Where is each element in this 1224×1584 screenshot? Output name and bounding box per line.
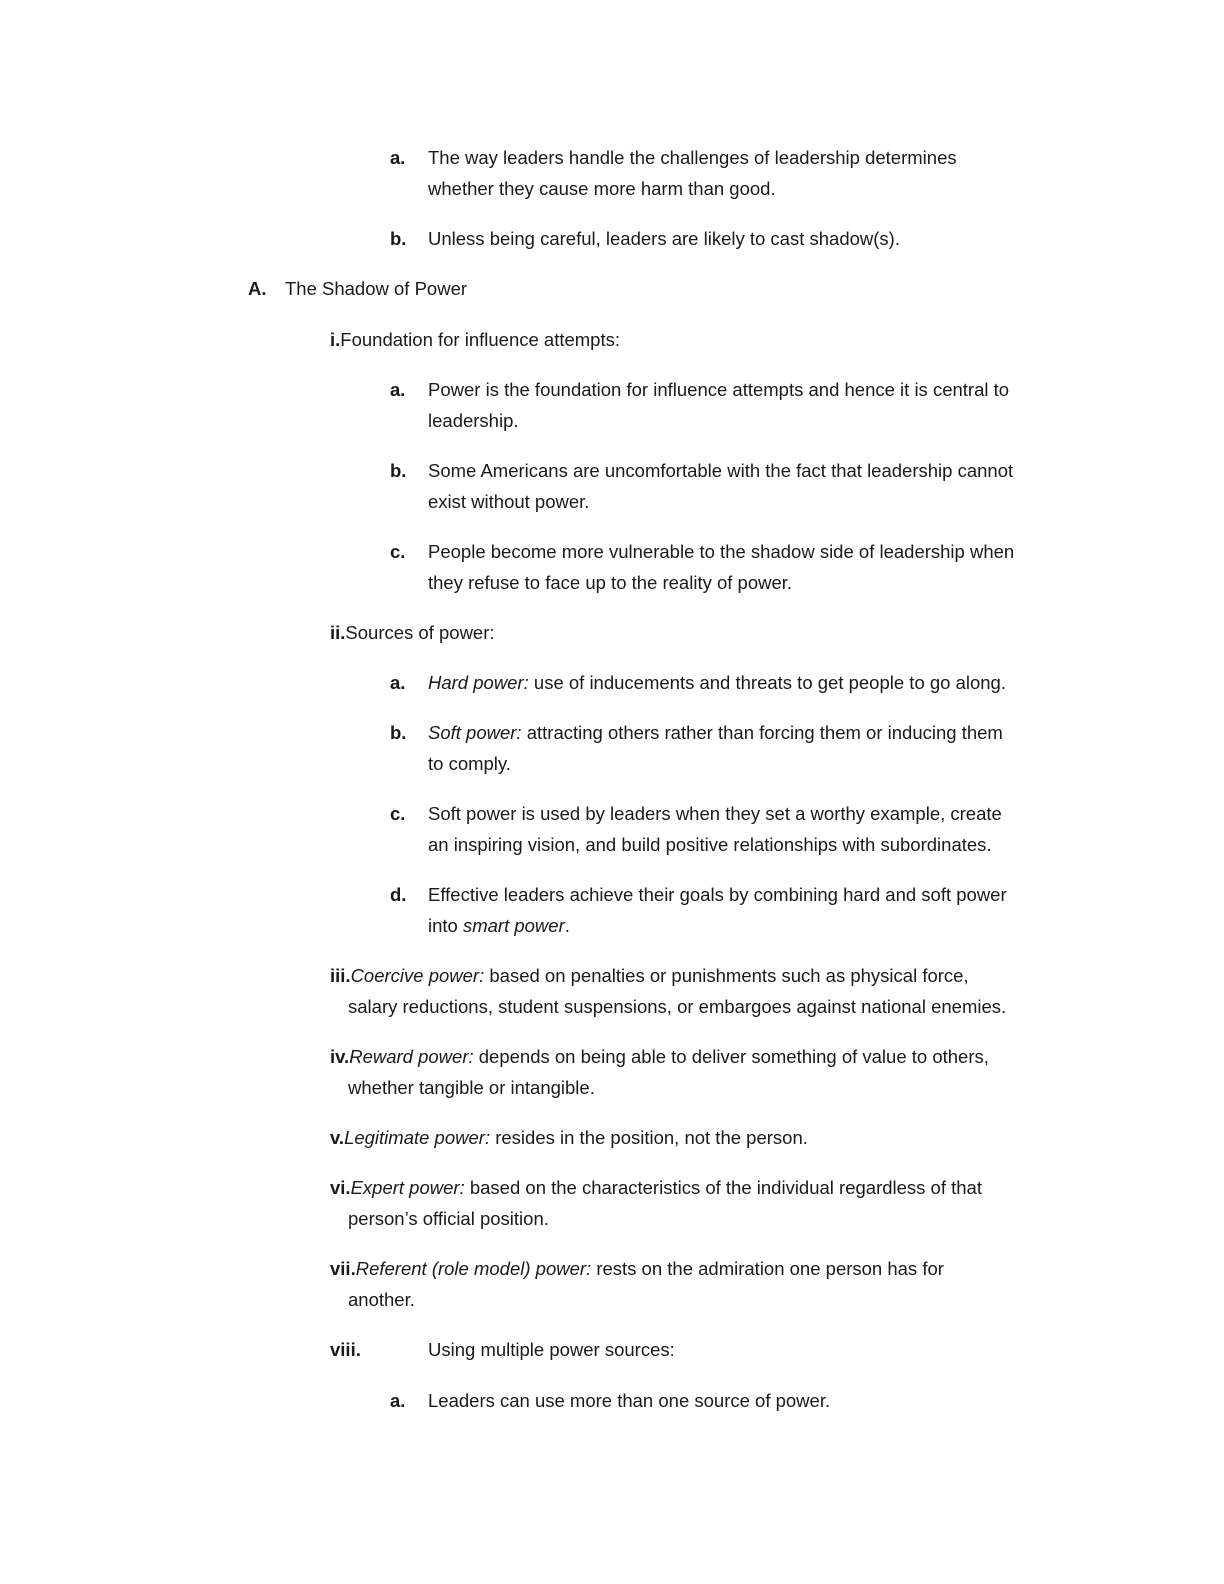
- item-text: salary reductions, student suspensions, or embargoes against national enemies.: [348, 996, 1007, 1017]
- item-label: b.: [390, 722, 407, 743]
- text-line: [330, 1122, 808, 1153]
- item-text: Unless being careful, leaders are likely to cast shadow(s).: [428, 228, 900, 249]
- text-line: [330, 1253, 944, 1284]
- item-text: Sources of power:: [345, 622, 495, 643]
- item-text: use of inducements and threats to get people to go along.: [528, 672, 1006, 693]
- item-label: iii.: [330, 965, 351, 986]
- item-text: attracting others rather than forcing them or inducing them: [521, 722, 1003, 743]
- text-line: [428, 486, 589, 517]
- text-line: [390, 142, 957, 173]
- item-text: they refuse to face up to the reality of power.: [428, 572, 793, 593]
- text-line: [428, 405, 519, 436]
- text-line: [428, 748, 511, 779]
- item-text: Some Americans are uncomfortable with the fact that leadership cannot: [428, 460, 1014, 481]
- item-text: to comply.: [428, 753, 511, 774]
- item-text: whether tangible or intangible.: [348, 1077, 595, 1098]
- item-text: Leaders can use more than one source of power.: [428, 1390, 831, 1411]
- text-line: [390, 879, 1007, 910]
- item-text: into: [428, 915, 463, 936]
- item-text: person’s official position.: [348, 1208, 549, 1229]
- text-line: [348, 1072, 595, 1103]
- text-line: [390, 223, 900, 254]
- item-text: another.: [348, 1289, 415, 1310]
- item-label: v.: [330, 1127, 345, 1148]
- text-line: [330, 960, 969, 991]
- item-label: vi.: [330, 1177, 351, 1198]
- item-label: i.: [330, 329, 341, 350]
- item-text: based on penalties or punishments such as physical force,: [484, 965, 969, 986]
- text-line: [390, 717, 1003, 748]
- item-text: resides in the position, not the person.: [490, 1127, 808, 1148]
- text-line: [330, 617, 495, 648]
- italic-term: smart power: [462, 915, 565, 936]
- item-label: c.: [390, 803, 406, 824]
- item-text: exist without power.: [428, 491, 590, 512]
- text-line: [348, 1203, 549, 1234]
- item-text: Effective leaders achieve their goals by combining hard and soft power: [428, 884, 1007, 905]
- italic-term: Coercive power:: [350, 965, 485, 986]
- item-text: whether they cause more harm than good.: [428, 178, 776, 199]
- text-line: [390, 798, 1002, 829]
- item-label: a.: [390, 1390, 406, 1411]
- item-text: The way leaders handle the challenges of leadership determines: [428, 147, 957, 168]
- item-label: b.: [390, 460, 407, 481]
- text-line: [390, 455, 1014, 486]
- item-label: vii.: [330, 1258, 356, 1279]
- italic-term: Reward power:: [349, 1046, 474, 1067]
- text-line: [390, 536, 1015, 567]
- italic-term: Hard power:: [428, 672, 529, 693]
- item-text: depends on being able to deliver something of value to others,: [473, 1046, 989, 1067]
- item-label: a.: [390, 379, 406, 400]
- text-line: [428, 567, 792, 598]
- text-line: [248, 273, 468, 304]
- item-text: based on the characteristics of the individual regardless of that: [464, 1177, 982, 1198]
- item-label: iv.: [330, 1046, 350, 1067]
- text-line: [428, 173, 776, 204]
- text-line: [330, 1334, 675, 1365]
- item-text: The Shadow of Power: [285, 278, 468, 299]
- item-text: Soft power is used by leaders when they set a worthy example, create: [428, 803, 1002, 824]
- text-line: [390, 1385, 831, 1416]
- item-label: a.: [390, 672, 406, 693]
- item-label: c.: [390, 541, 406, 562]
- italic-term: Legitimate power:: [344, 1127, 491, 1148]
- text-line: [390, 374, 1010, 405]
- item-text: leadership.: [428, 410, 519, 431]
- text-line: [348, 991, 1006, 1022]
- item-text: Using multiple power sources:: [428, 1339, 675, 1360]
- item-label: A.: [248, 278, 267, 299]
- italic-term: Referent (role model) power:: [355, 1258, 592, 1279]
- item-text: .: [564, 915, 570, 936]
- item-text: Foundation for influence attempts:: [340, 329, 621, 350]
- item-label: b.: [390, 228, 407, 249]
- item-text: an inspiring vision, and build positive relationships with subordinates.: [428, 834, 992, 855]
- text-line: [330, 324, 620, 355]
- item-text: rests on the admiration one person has for: [591, 1258, 944, 1279]
- text-line: [348, 1284, 415, 1315]
- text-line: [428, 829, 992, 860]
- item-label: d.: [390, 884, 407, 905]
- item-label: a.: [390, 147, 406, 168]
- text-line: [428, 910, 570, 941]
- text-line: [390, 667, 1006, 698]
- item-label: viii.: [330, 1339, 361, 1360]
- item-label: ii.: [330, 622, 346, 643]
- item-text: Power is the foundation for influence attempts and hence it is central to: [428, 379, 1010, 400]
- italic-term: Soft power:: [428, 722, 522, 743]
- text-line: [330, 1041, 989, 1072]
- italic-term: Expert power:: [350, 1177, 465, 1198]
- item-text: People become more vulnerable to the shadow side of leadership when: [428, 541, 1015, 562]
- text-line: [330, 1172, 982, 1203]
